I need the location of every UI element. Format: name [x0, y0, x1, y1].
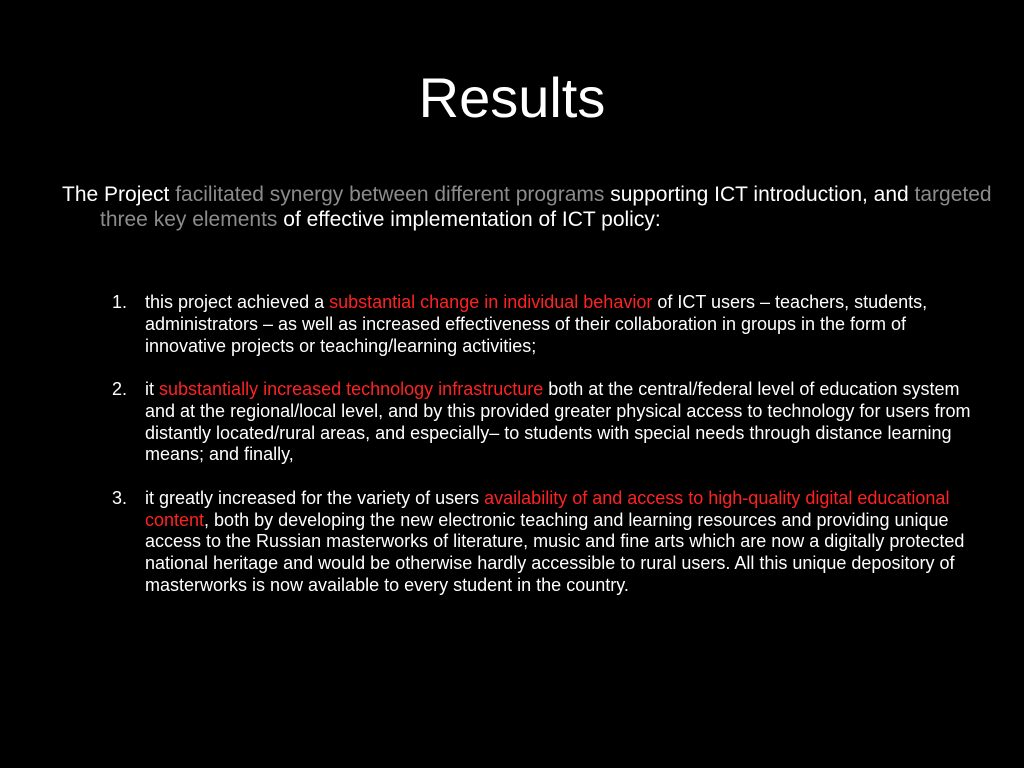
item-text-start: it	[145, 378, 160, 399]
intro-text-start: The Project	[62, 183, 176, 206]
item-text-end: of ICT users – teachers, students, administrators – as well as increased effectiveness of their collaboration in groups in the form of innovative projects or teaching/learning activities;	[145, 292, 928, 356]
item-highlight: substantial change in individual behavior	[329, 292, 653, 312]
list-item-3	[112, 488, 972, 597]
intro-text-middle: supporting ICT introduction, and	[604, 183, 915, 206]
list-number: 1.	[112, 292, 128, 312]
item-text-start: this project achieved a	[145, 292, 330, 312]
intro-highlight-synergy: facilitated synergy between different programs	[175, 183, 605, 206]
intro-text-end: of effective implementation of ICT policy:	[277, 208, 661, 231]
item-highlight: substantially increased technology infrastructure	[159, 378, 544, 399]
list-number: 3.	[112, 487, 128, 508]
list-number: 2.	[112, 378, 128, 399]
list-item-2	[112, 379, 972, 466]
item-highlight: availability of and access to high-quality digital educational content	[145, 487, 950, 530]
item-text-start: it greatly increased for the variety of users	[145, 487, 485, 508]
intro-paragraph	[62, 182, 1000, 232]
results-list	[112, 292, 972, 618]
intro-highlight-key-elements: targeted three key elements	[100, 183, 992, 231]
slide-title: Results	[418, 66, 606, 129]
item-text-end: , both by developing the new electronic teaching and learning resources and providing unique access to the Russian masterworks of literature, music and fine arts which are now a digitally protected national heritage and would be otherwise hardly accessible to rural users. All this unique depository of masterworks is now available to every student in the country.	[145, 509, 965, 595]
list-item-1	[112, 292, 972, 357]
item-text-end: both at the central/federal level of education system and at the regional/local level, and by this provided greater physical access to technology for users from distantly located/rural areas, and especially– to students with special needs through distance learning means; and finally,	[145, 378, 971, 465]
